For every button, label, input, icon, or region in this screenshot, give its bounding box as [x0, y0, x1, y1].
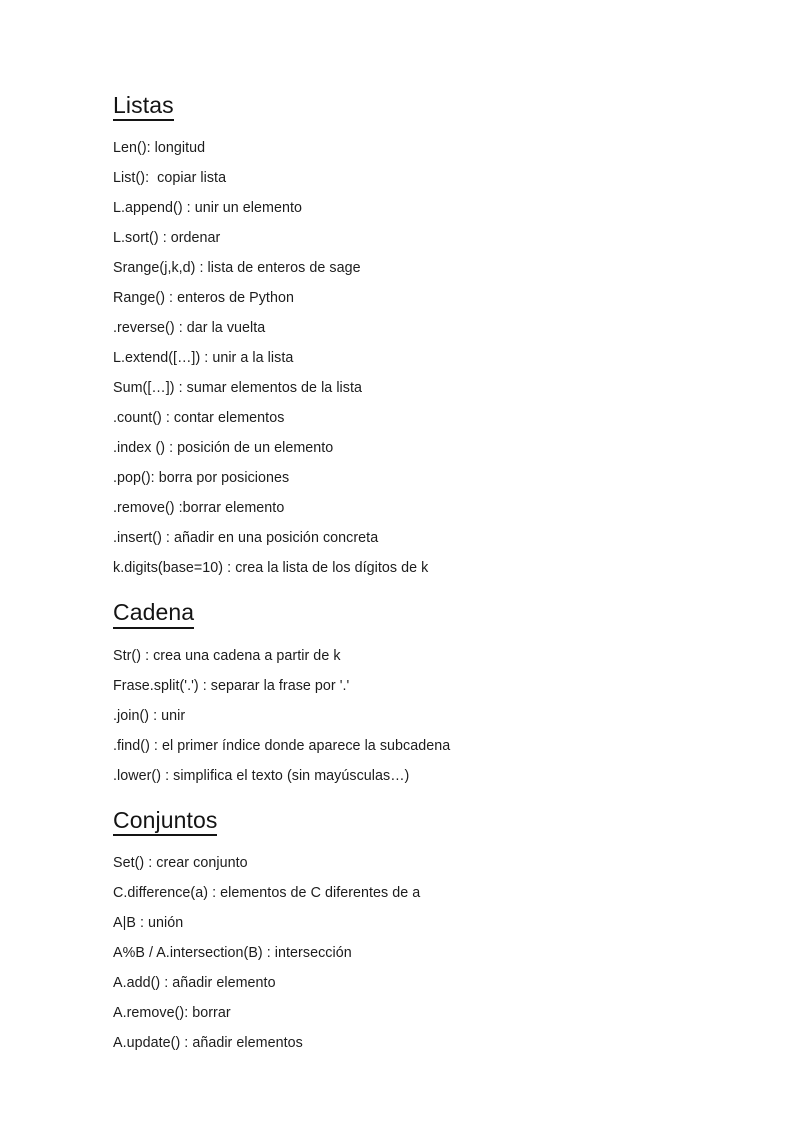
document-line: Set() : crear conjunto: [113, 855, 248, 872]
document-line: Str() : crea una cadena a partir de k: [113, 647, 341, 664]
document-line: Frase.split('.') : separar la frase por '.': [113, 677, 350, 694]
section-heading: [113, 92, 693, 121]
section-line-list: [113, 848, 693, 1058]
section-heading-text: Listas: [113, 92, 174, 121]
section-line-list: [113, 641, 693, 791]
document-line: .reverse() : dar la vuelta: [113, 320, 266, 337]
section-line-list: [113, 133, 693, 583]
section-heading: [113, 599, 693, 628]
document-section: [113, 92, 693, 583]
document-line: .count() : contar elementos: [113, 410, 285, 427]
document-line: .pop(): borra por posiciones: [113, 470, 290, 487]
document-line: A.remove(): borrar: [113, 1005, 231, 1022]
document-line: Srange(j,k,d) : lista de enteros de sage: [113, 260, 361, 277]
document-line: .insert() : añadir en una posición concreta: [113, 530, 379, 547]
document-body: [113, 92, 693, 1058]
document-line: .index () : posición de un elemento: [113, 440, 334, 457]
section-heading-text: Conjuntos: [113, 807, 217, 836]
document-line: L.sort() : ordenar: [113, 230, 221, 247]
document-line: L.extend([…]) : unir a la lista: [113, 350, 294, 367]
document-line: A%B / A.intersection(B) : intersección: [113, 945, 352, 962]
document-section: [113, 599, 693, 790]
document-section: [113, 807, 693, 1058]
document-line: C.difference(a) : elementos de C diferentes de a: [113, 885, 421, 902]
section-heading-text: Cadena: [113, 599, 194, 628]
document-line: A.update() : añadir elementos: [113, 1035, 303, 1052]
document-line: Range() : enteros de Python: [113, 290, 294, 307]
document-line: Sum([…]) : sumar elementos de la lista: [113, 380, 363, 397]
section-heading: [113, 807, 693, 836]
document-line: .find() : el primer índice donde aparece la subcadena: [113, 737, 451, 754]
document-line: .remove() :borrar elemento: [113, 500, 285, 517]
document-line: List(): copiar lista: [113, 170, 227, 187]
document-line: k.digits(base=10) : crea la lista de los dígitos de k: [113, 560, 429, 577]
document-line: Len(): longitud: [113, 140, 206, 157]
document-line: L.append() : unir un elemento: [113, 200, 303, 217]
document-line: A.add() : añadir elemento: [113, 975, 276, 992]
document-line: .join() : unir: [113, 707, 186, 724]
document-line: .lower() : simplifica el texto (sin mayúsculas…): [113, 767, 410, 784]
document-line: A|B : unión: [113, 915, 184, 932]
